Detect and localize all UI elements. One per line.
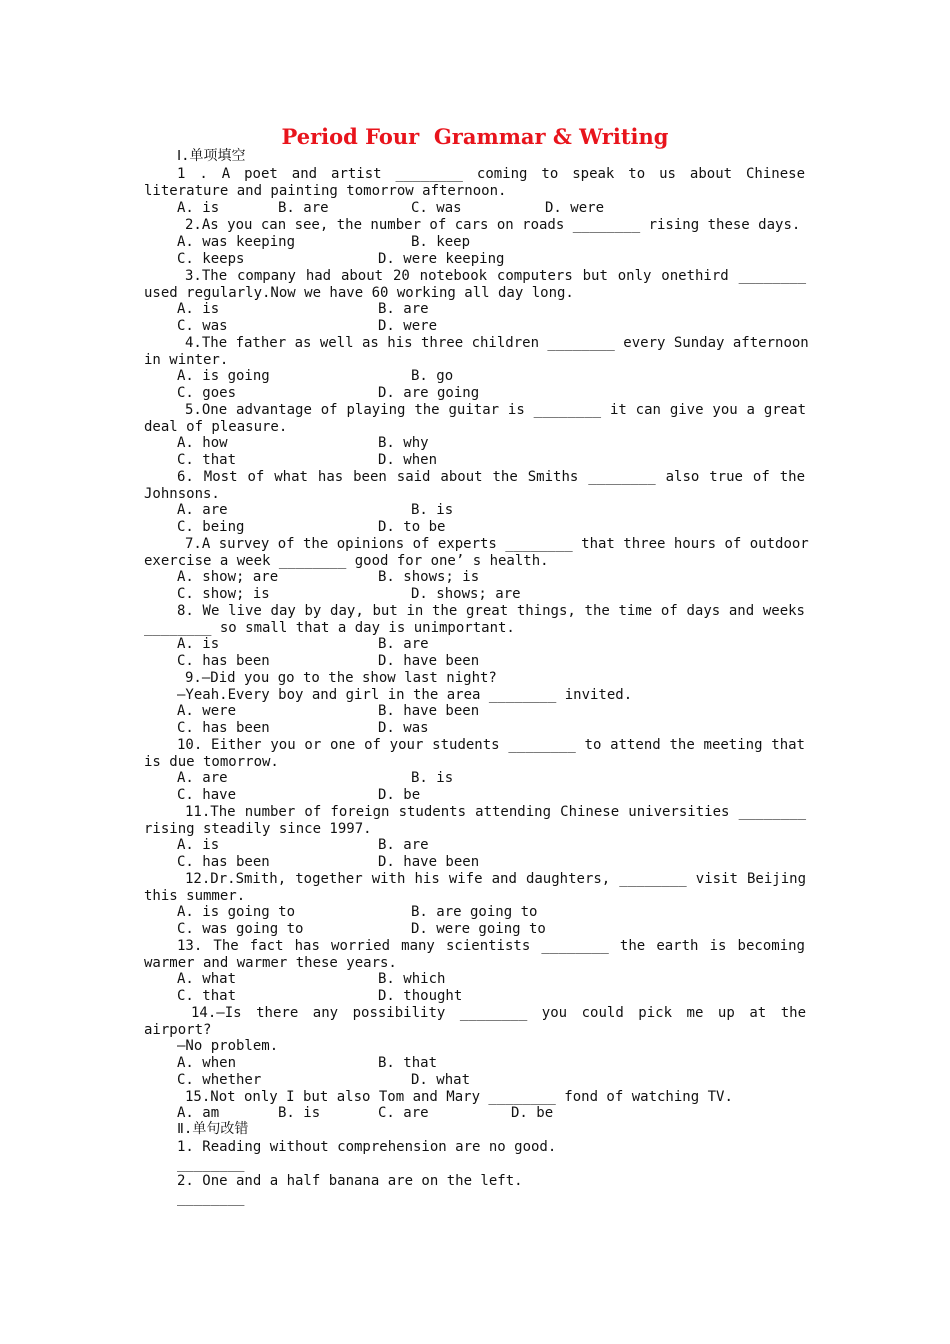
option-c: C. show; is	[177, 586, 270, 602]
question-5-line-2: deal of pleasure.	[144, 419, 288, 435]
section-heading-single-choice: Ⅰ.单项填空	[177, 148, 246, 164]
question-1-line-2: literature and painting tomorrow afternoon.	[144, 183, 507, 199]
question-12-line-1: 12.Dr.Smith, together with his wife and daughters, ________ visit Beijing	[185, 871, 806, 887]
option-b: B. keep	[411, 234, 471, 250]
option-c: C. being	[177, 519, 245, 535]
option-a: A. how	[177, 435, 228, 451]
question-1-line-1: 1 . A poet and artist ________ coming to speak to us about Chinese	[177, 166, 805, 182]
option-d: D. be	[378, 787, 421, 803]
question-10-line-1: 10. Either you or one of your students ________ to attend the meeting that	[177, 737, 805, 753]
option-c: C. has been	[177, 653, 270, 669]
option-d: D. were	[378, 318, 438, 334]
option-a: A. when	[177, 1055, 237, 1071]
option-a: A. is	[177, 200, 220, 216]
correction-2-answer-blank: ________	[177, 1190, 245, 1206]
option-c: C. are	[378, 1105, 429, 1121]
correction-1-answer-blank: ________	[177, 1156, 245, 1172]
option-c: C. that	[177, 988, 237, 1004]
option-c: C. goes	[177, 385, 237, 401]
question-4-line-1: 4.The father as well as his three children ________ every Sunday afternoon	[185, 335, 809, 351]
option-a: A. is going to	[177, 904, 296, 920]
question-7-line-1: 7.A survey of the opinions of experts ________ that three hours of outdoor	[185, 536, 809, 552]
option-b: B. that	[378, 1055, 438, 1071]
question-11-line-1: 11.The number of foreign students attending Chinese universities ________	[185, 804, 806, 820]
correction-2-sentence: 2. One and a half banana are on the left.	[177, 1173, 523, 1189]
question-9-line-2: —Yeah.Every boy and girl in the area ________ invited.	[177, 687, 633, 703]
question-13-line-1: 13. The fact has worried many scientists ________ the earth is becoming	[177, 938, 805, 954]
option-a: A. was keeping	[177, 234, 296, 250]
question-5-line-1: 5.One advantage of playing the guitar is ________ it can give you a great	[185, 402, 806, 418]
question-15-line-1: 15.Not only I but also Tom and Mary ________ fond of watching TV.	[185, 1089, 733, 1105]
page-title: Period Four Grammar & Writing	[281, 124, 669, 149]
option-b: B. go	[411, 368, 454, 384]
option-b: B. are	[278, 200, 329, 216]
option-b: B. shows; is	[378, 569, 480, 585]
option-b: B. is	[411, 770, 454, 786]
option-d: D. have been	[378, 854, 480, 870]
option-d: D. was	[378, 720, 429, 736]
option-d: D. were going to	[411, 921, 546, 937]
option-d: D. be	[511, 1105, 554, 1121]
option-c: C. was going to	[177, 921, 304, 937]
question-4-line-2: in winter.	[144, 352, 229, 368]
option-d: D. what	[411, 1072, 471, 1088]
option-c: C. keeps	[177, 251, 245, 267]
option-b: B. are	[378, 636, 429, 652]
option-a: A. are	[177, 770, 228, 786]
question-14-line-1: 14.—Is there any possibility ________ you could pick me up at the	[191, 1005, 806, 1021]
option-d: D. have been	[378, 653, 480, 669]
option-c: C. was	[177, 318, 228, 334]
question-7-line-2: exercise a week ________ good for one’ s health.	[144, 553, 549, 569]
section-heading-error-correction: Ⅱ.单句改错	[177, 1121, 249, 1137]
question-13-line-2: warmer and warmer these years.	[144, 955, 397, 971]
option-d: D. thought	[378, 988, 463, 1004]
option-b: B. is	[278, 1105, 321, 1121]
option-d: D. shows; are	[411, 586, 521, 602]
question-12-line-2: this summer.	[144, 888, 246, 904]
option-d: D. to be	[378, 519, 446, 535]
option-b: B. are going to	[411, 904, 538, 920]
option-b: B. which	[378, 971, 446, 987]
option-a: A. is	[177, 301, 220, 317]
option-d: D. were	[545, 200, 605, 216]
question-8-line-2: ________ so small that a day is unimportant.	[144, 620, 515, 636]
option-a: A. is	[177, 636, 220, 652]
option-c: C. have	[177, 787, 237, 803]
option-a: A. what	[177, 971, 237, 987]
option-c: C. was	[411, 200, 462, 216]
option-c: C. that	[177, 452, 237, 468]
option-a: A. are	[177, 502, 228, 518]
question-8-line-1: 8. We live day by day, but in the great things, the time of days and weeks	[177, 603, 805, 619]
option-b: B. are	[378, 301, 429, 317]
question-6-line-2: Johnsons.	[144, 486, 220, 502]
option-a: A. is going	[177, 368, 270, 384]
question-2-line-1: 2.As you can see, the number of cars on roads ________ rising these days.	[185, 217, 801, 233]
question-14-line-3: —No problem.	[177, 1038, 279, 1054]
option-d: D. when	[378, 452, 438, 468]
option-d: D. are going	[378, 385, 480, 401]
option-b: B. have been	[378, 703, 480, 719]
option-a: A. am	[177, 1105, 220, 1121]
option-a: A. is	[177, 837, 220, 853]
question-3-line-2: used regularly.Now we have 60 working all day long.	[144, 285, 574, 301]
question-3-line-1: 3.The company had about 20 notebook computers but only onethird ________	[185, 268, 806, 284]
question-10-line-2: is due tomorrow.	[144, 754, 279, 770]
correction-1-sentence: 1. Reading without comprehension are no good.	[177, 1139, 557, 1155]
option-b: B. are	[378, 837, 429, 853]
option-a: A. show; are	[177, 569, 279, 585]
option-c: C. whether	[177, 1072, 262, 1088]
question-14-line-2: airport?	[144, 1022, 212, 1038]
option-c: C. has been	[177, 720, 270, 736]
question-9-line-1: 9.—Did you go to the show last night?	[185, 670, 497, 686]
question-6-line-1: 6. Most of what has been said about the Smiths ________ also true of the	[177, 469, 805, 485]
option-b: B. why	[378, 435, 429, 451]
option-a: A. were	[177, 703, 237, 719]
question-11-line-2: rising steadily since 1997.	[144, 821, 372, 837]
option-d: D. were keeping	[378, 251, 505, 267]
option-b: B. is	[411, 502, 454, 518]
option-c: C. has been	[177, 854, 270, 870]
